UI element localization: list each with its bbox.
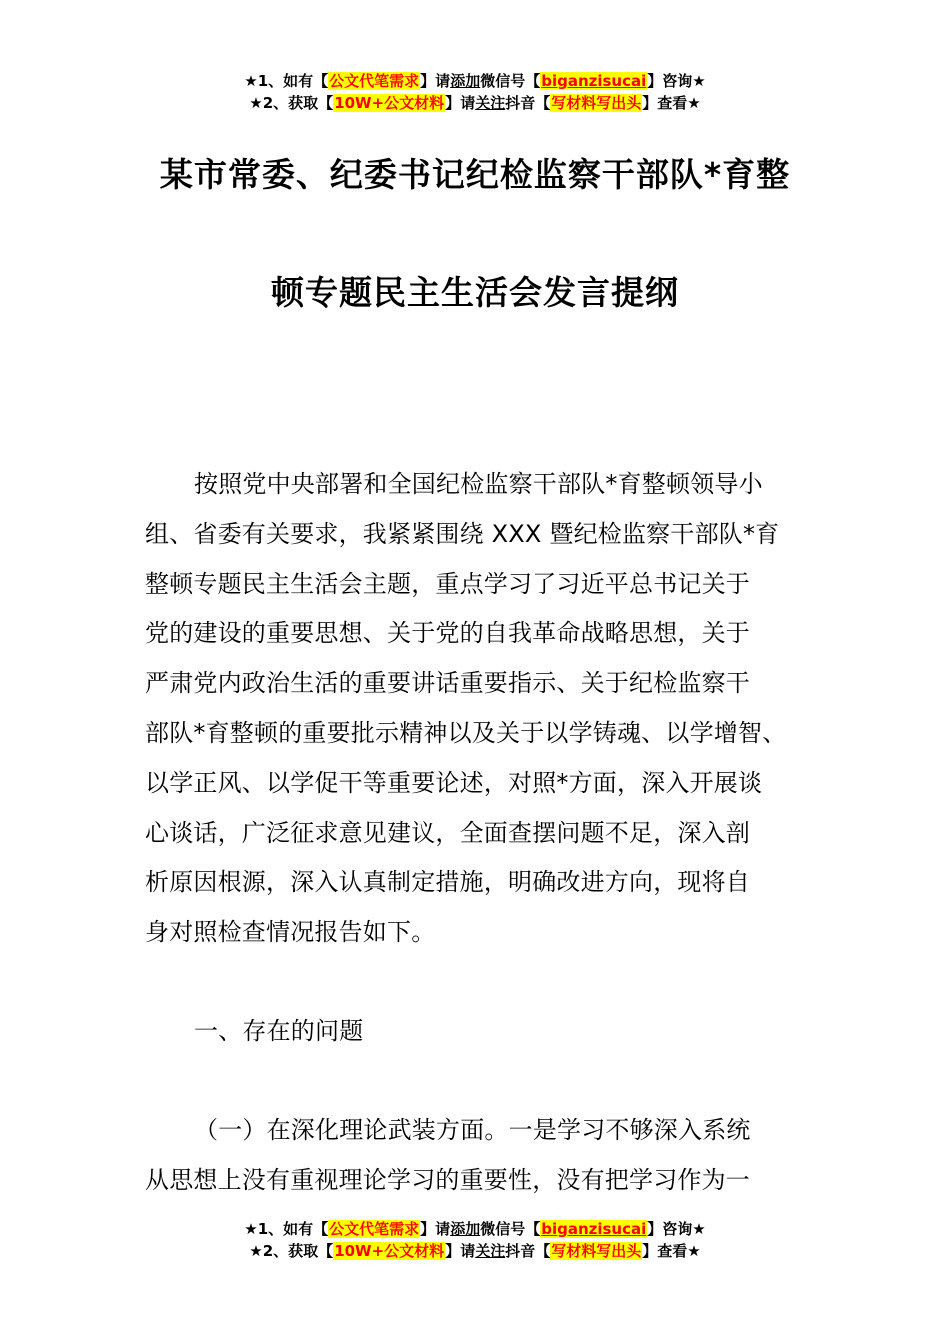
ad-highlight-service: 公文代笔需求 — [329, 72, 420, 90]
ad-douyin-account[interactable]: 写材料写出头 — [551, 94, 642, 112]
ad-text: 】请 — [445, 94, 476, 112]
footer-ad — [0, 1218, 950, 1262]
ad-underline-follow: 关注 — [475, 94, 506, 112]
ad-douyin-account[interactable]: 写材料写出头 — [551, 1242, 642, 1260]
ad-text: 】请 — [445, 1242, 476, 1260]
ad-wechat-id[interactable]: biganzisucai — [541, 72, 647, 90]
intro-line: 部队*育整顿的重要批示精神以及关于以学铸魂、以学增智、 — [145, 718, 787, 747]
intro-line: 严肃党内政治生活的重要讲话重要指示、关于纪检监察干 — [145, 669, 750, 698]
ad-underline-follow: 关注 — [475, 1242, 506, 1260]
header-ad — [0, 70, 950, 114]
document-title-line-2: 顿专题民主生活会发言提纲 — [271, 273, 679, 312]
intro-line: 组、省委有关要求，我紧紧围绕 XXX 暨纪检监察干部队*育 — [145, 519, 780, 548]
ad-text: ★2、获取【 — [249, 1242, 334, 1260]
ad-text: ★1、如有【 — [244, 1220, 329, 1238]
intro-line: 析原因根源，深入认真制定措施，明确改进方向，现将自 — [145, 868, 750, 897]
ad-text: ★2、获取【 — [249, 94, 334, 112]
intro-line: 心谈话，广泛征求意见建议，全面查摆问题不足，深入剖 — [145, 818, 750, 847]
ad-highlight-materials: 10W+公文材料 — [334, 94, 445, 112]
header-ad-line-2 — [0, 92, 950, 114]
ad-text: 抖音【 — [505, 94, 551, 112]
paragraph-1 — [145, 1106, 815, 1206]
intro-line: 身对照检查情况报告如下。 — [145, 918, 436, 947]
intro-line: 党的建设的重要思想、关于党的自我革命战略思想，关于 — [145, 619, 750, 648]
ad-wechat-id[interactable]: biganzisucai — [541, 1220, 647, 1238]
footer-ad-line-2 — [0, 1240, 950, 1262]
ad-text: 微信号【 — [480, 1220, 541, 1238]
ad-underline-add: 添加 — [450, 72, 481, 90]
intro-line: 整顿专题民主生活会主题，重点学习了习近平总书记关于 — [145, 569, 750, 598]
ad-text: 】请 — [420, 72, 451, 90]
header-ad-line-1 — [0, 70, 950, 92]
ad-text: 】咨询★ — [647, 72, 706, 90]
ad-highlight-materials: 10W+公文材料 — [334, 1242, 445, 1260]
ad-text: 微信号【 — [480, 72, 541, 90]
document-title-line-1: 某市常委、纪委书记纪检监察干部队*育整 — [159, 155, 791, 194]
intro-line: 按照党中央部署和全国纪检监察干部队*育整顿领导小 — [194, 470, 763, 498]
ad-text: 】咨询★ — [647, 1220, 706, 1238]
ad-underline-add: 添加 — [450, 1220, 481, 1238]
paragraph-line: （一）在深化理论武装方面。一是学习不够深入系统 — [194, 1116, 751, 1144]
ad-text: 】请 — [420, 1220, 451, 1238]
ad-highlight-service: 公文代笔需求 — [329, 1220, 420, 1238]
ad-text: 】查看★ — [642, 94, 701, 112]
intro-paragraph — [145, 460, 815, 958]
section-heading-text: 一、存在的问题 — [194, 1017, 364, 1045]
ad-text: 】查看★ — [642, 1242, 701, 1260]
ad-text: 抖音【 — [505, 1242, 551, 1260]
section-heading — [145, 1007, 815, 1057]
footer-ad-line-1 — [0, 1218, 950, 1240]
intro-line: 以学正风、以学促干等重要论述，对照*方面，深入开展谈 — [145, 768, 763, 797]
ad-text: ★1、如有【 — [244, 72, 329, 90]
paragraph-line: 从思想上没有重视理论学习的重要性，没有把学习作为一 — [145, 1165, 750, 1194]
